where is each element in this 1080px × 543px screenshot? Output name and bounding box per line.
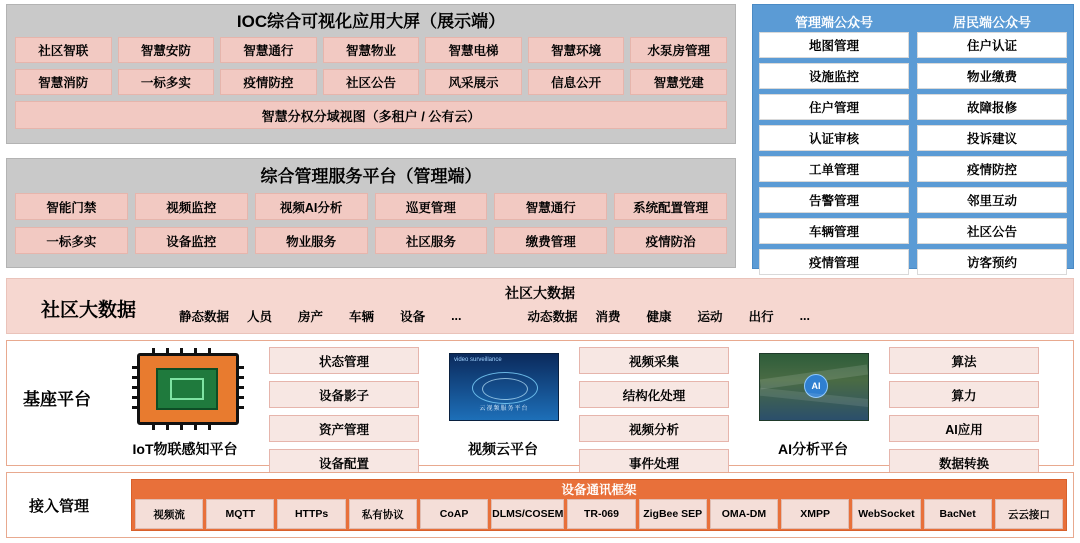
video-platform-caption: 视频云平台 [468,441,538,457]
iot-feature-item[interactable]: 资产管理 [269,415,419,442]
wechat-admin-item[interactable]: 疫情管理 [759,249,909,275]
management-cell[interactable]: 物业服务 [255,227,368,254]
ioc-title: IOC综合可视化应用大屏（展示端） [236,12,506,31]
ioc-panel [6,4,736,144]
bigdata-static-item: ... [451,309,462,323]
ai-feature-item[interactable]: AI应用 [889,415,1039,442]
ioc-wide-cell[interactable]: 智慧分权分域视图（多租户 / 公有云） [15,101,727,129]
protocol-chip[interactable]: MQTT [206,499,274,529]
protocol-chip[interactable]: CoAP [420,499,488,529]
management-cell[interactable]: 社区服务 [375,227,488,254]
ioc-cell-grid [15,37,727,95]
management-cell[interactable]: 视频监控 [135,193,248,220]
wechat-admin-title: 管理端公众号 [794,14,873,30]
management-cell[interactable]: 一标多实 [15,227,128,254]
bigdata-static-item: 设备 [400,310,426,324]
access-management-label: 接入管理 [29,498,90,515]
iot-feature-item[interactable]: 设备影子 [269,381,419,408]
protocol-chip[interactable]: XMPP [781,499,849,529]
video-art-top-text: video surveillance [454,357,502,363]
wechat-resident-item[interactable]: 故障报修 [917,94,1067,120]
bigdata-static-item: 房产 [298,310,324,324]
video-cloud-image [449,353,559,421]
ai-feature-column [889,347,1039,483]
bigdata-items-row [179,307,836,325]
ioc-cell[interactable]: 信息公开 [528,69,625,95]
wechat-resident-item[interactable]: 邻里互动 [917,187,1067,213]
video-feature-item[interactable]: 结构化处理 [579,381,729,408]
ioc-cell[interactable]: 智慧党建 [630,69,727,95]
video-feature-item[interactable]: 视频分析 [579,415,729,442]
management-cell[interactable]: 疫情防治 [614,227,727,254]
protocol-chip[interactable]: TR-069 [567,499,635,529]
bigdata-static-item: 车辆 [349,310,375,324]
ai-feature-item[interactable]: 数据转换 [889,449,1039,476]
wechat-admin-column [759,10,909,280]
protocol-chip[interactable]: 私有协议 [349,499,417,529]
video-feature-item[interactable]: 事件处理 [579,449,729,476]
bigdata-dynamic-item: ... [799,309,810,323]
access-management-panel [6,472,1074,538]
protocol-chip[interactable]: DLMS/COSEM [491,499,564,529]
wechat-resident-item[interactable]: 物业缴费 [917,63,1067,89]
management-cell[interactable]: 巡更管理 [375,193,488,220]
ai-platform-caption: AI分析平台 [778,441,848,457]
bigdata-static-item: 人员 [247,310,273,324]
wechat-resident-item[interactable]: 住户认证 [917,32,1067,58]
management-cell[interactable]: 缴费管理 [494,227,607,254]
ai-badge-icon: AI [804,374,828,398]
bigdata-dynamic-item: 健康 [646,310,672,324]
ioc-cell[interactable]: 智慧环境 [528,37,625,63]
ai-feature-item[interactable]: 算力 [889,381,1039,408]
ioc-cell[interactable]: 智慧安防 [118,37,215,63]
ioc-cell[interactable]: 社区智联 [15,37,112,63]
protocol-chip[interactable]: OMA-DM [710,499,778,529]
ioc-cell[interactable]: 智慧电梯 [425,37,522,63]
wechat-admin-item[interactable]: 工单管理 [759,156,909,182]
ioc-cell[interactable]: 智慧物业 [323,37,420,63]
base-platform-label: 基座平台 [23,390,91,409]
iot-feature-column [269,347,419,483]
iot-feature-item[interactable]: 状态管理 [269,347,419,374]
ioc-cell[interactable]: 疫情防控 [220,69,317,95]
protocol-chip[interactable]: 视频流 [135,499,203,529]
video-art-caption: 云视频服务平台 [479,406,529,412]
bigdata-side-title: 社区大数据 [41,300,137,321]
ai-platform-image [759,353,869,421]
device-communication-title: 设备通讯框架 [561,483,637,497]
management-cell-grid [15,193,727,254]
bigdata-center-title: 社区大数据 [505,285,575,301]
bigdata-dynamic-label: 动态数据 [527,310,578,324]
bigdata-dynamic-item: 消费 [595,310,621,324]
management-cell[interactable]: 视频AI分析 [255,193,368,220]
ioc-cell[interactable]: 一标多实 [118,69,215,95]
ioc-cell[interactable]: 水泵房管理 [630,37,727,63]
ioc-cell[interactable]: 风采展示 [425,69,522,95]
wechat-resident-item[interactable]: 疫情防控 [917,156,1067,182]
wechat-panel [752,4,1074,269]
wechat-resident-item[interactable]: 投诉建议 [917,125,1067,151]
ioc-cell[interactable]: 智慧消防 [15,69,112,95]
protocol-chip[interactable]: BacNet [924,499,992,529]
protocol-chip[interactable]: 云云接口 [995,499,1063,529]
management-cell[interactable]: 系统配置管理 [614,193,727,220]
bigdata-static-label: 静态数据 [179,310,230,324]
wechat-admin-item[interactable]: 认证审核 [759,125,909,151]
base-platform-panel [6,340,1074,471]
bigdata-panel [6,278,1074,334]
iot-platform-caption: IoT物联感知平台 [132,441,238,457]
iot-feature-item[interactable]: 设备配置 [269,449,419,476]
management-platform-panel [6,158,736,268]
wechat-resident-column [917,10,1067,280]
wechat-admin-item[interactable]: 车辆管理 [759,218,909,244]
management-platform-title: 综合管理服务平台（管理端） [260,167,482,186]
wechat-admin-item[interactable]: 告警管理 [759,187,909,213]
device-communication-bar [131,479,1067,531]
protocol-chip[interactable]: WebSocket [852,499,920,529]
management-cell[interactable]: 设备监控 [135,227,248,254]
management-cell[interactable]: 智慧通行 [494,193,607,220]
video-feature-column [579,347,729,483]
bigdata-dynamic-item: 出行 [748,310,774,324]
wechat-resident-title: 居民端公众号 [952,14,1031,30]
wechat-resident-item[interactable]: 访客预约 [917,249,1067,275]
wechat-admin-item[interactable]: 地图管理 [759,32,909,58]
wechat-admin-item[interactable]: 住户管理 [759,94,909,120]
protocol-chip-grid [135,499,1063,529]
iot-chip-icon [137,353,239,425]
protocol-chip[interactable]: HTTPs [277,499,345,529]
ai-feature-item[interactable]: 算法 [889,347,1039,374]
video-feature-item[interactable]: 视频采集 [579,347,729,374]
bigdata-dynamic-item: 运动 [697,310,723,324]
management-cell[interactable]: 智能门禁 [15,193,128,220]
ioc-cell[interactable]: 社区公告 [323,69,420,95]
ioc-cell[interactable]: 智慧通行 [220,37,317,63]
wechat-resident-item[interactable]: 社区公告 [917,218,1067,244]
wechat-admin-item[interactable]: 设施监控 [759,63,909,89]
protocol-chip[interactable]: ZigBee SEP [639,499,707,529]
